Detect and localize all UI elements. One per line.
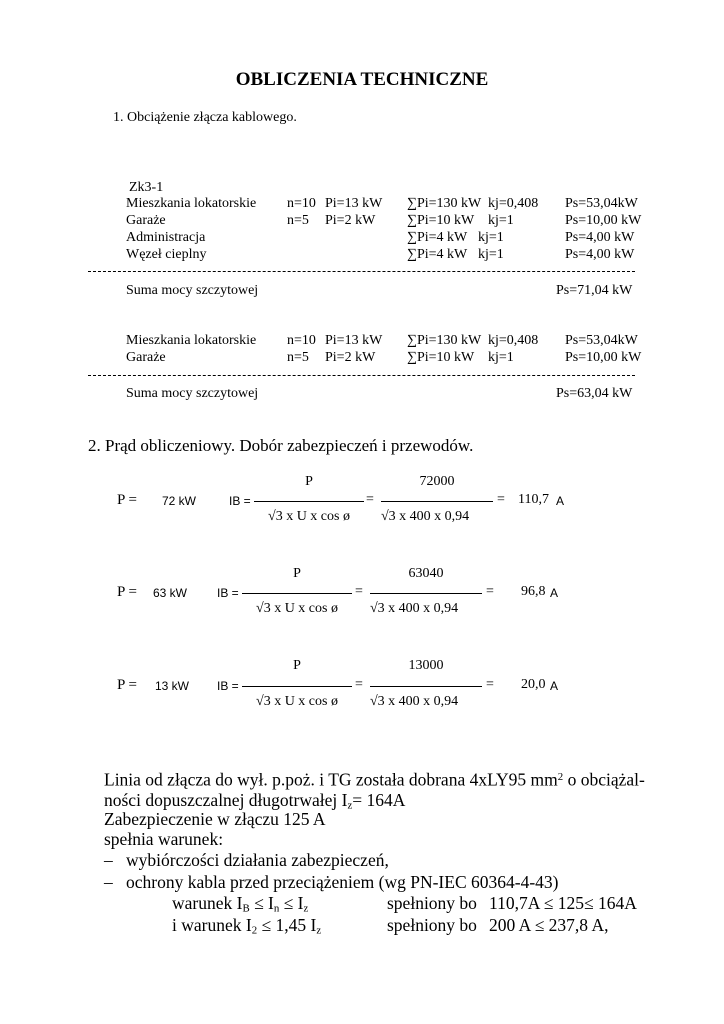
- load-sum: ∑Pi=10 kW: [407, 213, 475, 228]
- formula-unit: A: [550, 586, 559, 600]
- bullet-dash: –: [104, 872, 113, 892]
- formula-numerator-value: 63040: [408, 566, 444, 581]
- load-ps: Ps=4,00 kW: [565, 247, 635, 262]
- formula-ib-label: IB =: [229, 494, 251, 508]
- fraction-bar: [381, 501, 493, 502]
- page-title: OBLICZENIA TECHNICZNE: [235, 69, 489, 90]
- load-n: n=5: [287, 350, 309, 365]
- condition-text: ≤ 1,45 I: [257, 915, 317, 935]
- load-kj: kj=1: [488, 350, 514, 365]
- load-name: Garaże: [126, 213, 166, 228]
- conclusion-line: [104, 766, 645, 790]
- load-kj: kj=0,408: [488, 333, 539, 348]
- condition-formula: [172, 914, 321, 942]
- section-2-heading: 2. Prąd obliczeniowy. Dobór zabezpieczeń i przewodów.: [88, 436, 474, 455]
- load-sum: ∑Pi=4 kW: [407, 230, 468, 245]
- condition-value: 110,7A ≤ 125≤ 164A: [489, 893, 637, 913]
- subscript: z: [303, 902, 309, 915]
- load-pi: Pi=13 kW: [325, 333, 383, 348]
- formula-numerator-symbol: P: [305, 474, 313, 489]
- fraction-bar: [242, 686, 352, 687]
- conclusion-text: ności dopuszczalnej długotrwałej I: [104, 790, 348, 810]
- load-sum: ∑Pi=130 kW: [407, 196, 482, 211]
- fraction-bar: [242, 593, 352, 594]
- bullet-dash: –: [104, 850, 113, 870]
- load-kj: kj=0,408: [488, 196, 539, 211]
- total-label: Suma mocy szczytowej: [126, 386, 259, 401]
- subscript: z: [347, 799, 353, 812]
- load-ps: Ps=10,00 kW: [565, 213, 642, 228]
- superscript: 2: [557, 771, 564, 783]
- load-sum: ∑Pi=4 kW: [407, 247, 468, 262]
- formula-p-label: P =: [117, 677, 137, 693]
- equals-sign: =: [355, 584, 363, 599]
- subscript: 2: [251, 924, 258, 937]
- formula-p-label: P =: [117, 584, 137, 600]
- formula-p-value: 72 kW: [162, 494, 197, 508]
- condition-value: 200 A ≤ 237,8 A,: [489, 915, 609, 935]
- conclusion-text: o obciążal-: [563, 769, 645, 790]
- load-pi: Pi=13 kW: [325, 196, 383, 211]
- total-value: Ps=71,04 kW: [556, 283, 633, 298]
- formula-denominator-value: √3 x 400 x 0,94: [370, 694, 459, 709]
- equals-sign: =: [486, 584, 494, 599]
- conclusion-line: spełnia warunek:: [104, 829, 224, 849]
- load-ps: Ps=53,04kW: [565, 333, 638, 348]
- formula-p-value: 13 kW: [155, 679, 190, 693]
- equals-sign: =: [486, 677, 494, 692]
- formula-denominator-value: √3 x 400 x 0,94: [381, 509, 470, 524]
- load-sum: ∑Pi=130 kW: [407, 333, 482, 348]
- load-kj: kj=1: [478, 230, 504, 245]
- formula-p-value: 63 kW: [153, 586, 188, 600]
- load-ps: Ps=53,04kW: [565, 196, 638, 211]
- load-n: n=10: [287, 196, 316, 211]
- load-pi: Pi=2 kW: [325, 350, 376, 365]
- equals-sign: =: [497, 492, 505, 507]
- formula-result: 96,8: [521, 584, 546, 599]
- section-1-heading: 1. Obciążenie złącza kablowego.: [113, 110, 297, 125]
- formula-unit: A: [550, 679, 559, 693]
- load-sum: ∑Pi=10 kW: [407, 350, 475, 365]
- separator: [88, 271, 635, 272]
- condition-text: warunek I: [172, 893, 243, 913]
- load-name: Mieszkania lokatorskie: [126, 333, 257, 348]
- condition-status: spełniony bo: [387, 893, 477, 913]
- fraction-bar: [370, 686, 482, 687]
- bullet-text: ochrony kabla przed przeciążeniem (wg PN-IEC 60364-4-43): [126, 872, 559, 892]
- formula-denominator-symbol: √3 x U x cos ø: [268, 509, 350, 524]
- condition-text: ≤ I: [249, 893, 274, 913]
- equals-sign: =: [355, 677, 363, 692]
- total-value: Ps=63,04 kW: [556, 386, 633, 401]
- load-n: n=10: [287, 333, 316, 348]
- total-label: Suma mocy szczytowej: [126, 283, 259, 298]
- subscript: B: [242, 902, 250, 915]
- conclusion-line: Zabezpieczenie w złączu 125 A: [104, 809, 326, 829]
- load-ps: Ps=10,00 kW: [565, 350, 642, 365]
- formula-numerator-symbol: P: [293, 658, 301, 673]
- subscript: z: [316, 924, 322, 937]
- formula-ib-label: IB =: [217, 679, 239, 693]
- fraction-bar: [370, 593, 482, 594]
- load-name: Garaże: [126, 350, 166, 365]
- load-name: Administracja: [126, 230, 206, 245]
- formula-numerator-value: 72000: [419, 474, 455, 489]
- formula-unit: A: [556, 494, 565, 508]
- equals-sign: =: [366, 492, 374, 507]
- condition-text: i warunek I: [172, 915, 252, 935]
- load-pi: Pi=2 kW: [325, 213, 376, 228]
- load-kj: kj=1: [478, 247, 504, 262]
- bullet-text: wybiórczości działania zabezpieczeń,: [126, 850, 389, 870]
- load-kj: kj=1: [488, 213, 514, 228]
- load-ps: Ps=4,00 kW: [565, 230, 635, 245]
- formula-p-label: P =: [117, 492, 137, 508]
- load-n: n=5: [287, 213, 309, 228]
- formula-denominator-value: √3 x 400 x 0,94: [370, 601, 459, 616]
- load-name: Węzeł cieplny: [126, 247, 207, 262]
- formula-denominator-symbol: √3 x U x cos ø: [256, 601, 338, 616]
- fraction-bar: [254, 501, 364, 502]
- condition-text: ≤ I: [279, 893, 304, 913]
- load-name: Mieszkania lokatorskie: [126, 196, 257, 211]
- separator: [88, 375, 635, 376]
- formula-ib-label: IB =: [217, 586, 239, 600]
- group-label: Zk3-1: [129, 180, 164, 195]
- formula-numerator-symbol: P: [293, 566, 301, 581]
- conclusion-text: Linia od złącza do wył. p.poż. i TG została dobrana 4xLY95 mm: [104, 769, 558, 790]
- subscript: n: [273, 902, 280, 915]
- formula-numerator-value: 13000: [408, 658, 444, 673]
- formula-result: 20,0: [521, 677, 546, 692]
- condition-status: spełniony bo: [387, 915, 477, 935]
- formula-denominator-symbol: √3 x U x cos ø: [256, 694, 338, 709]
- formula-result: 110,7: [518, 492, 549, 507]
- conclusion-text: = 164A: [352, 790, 406, 810]
